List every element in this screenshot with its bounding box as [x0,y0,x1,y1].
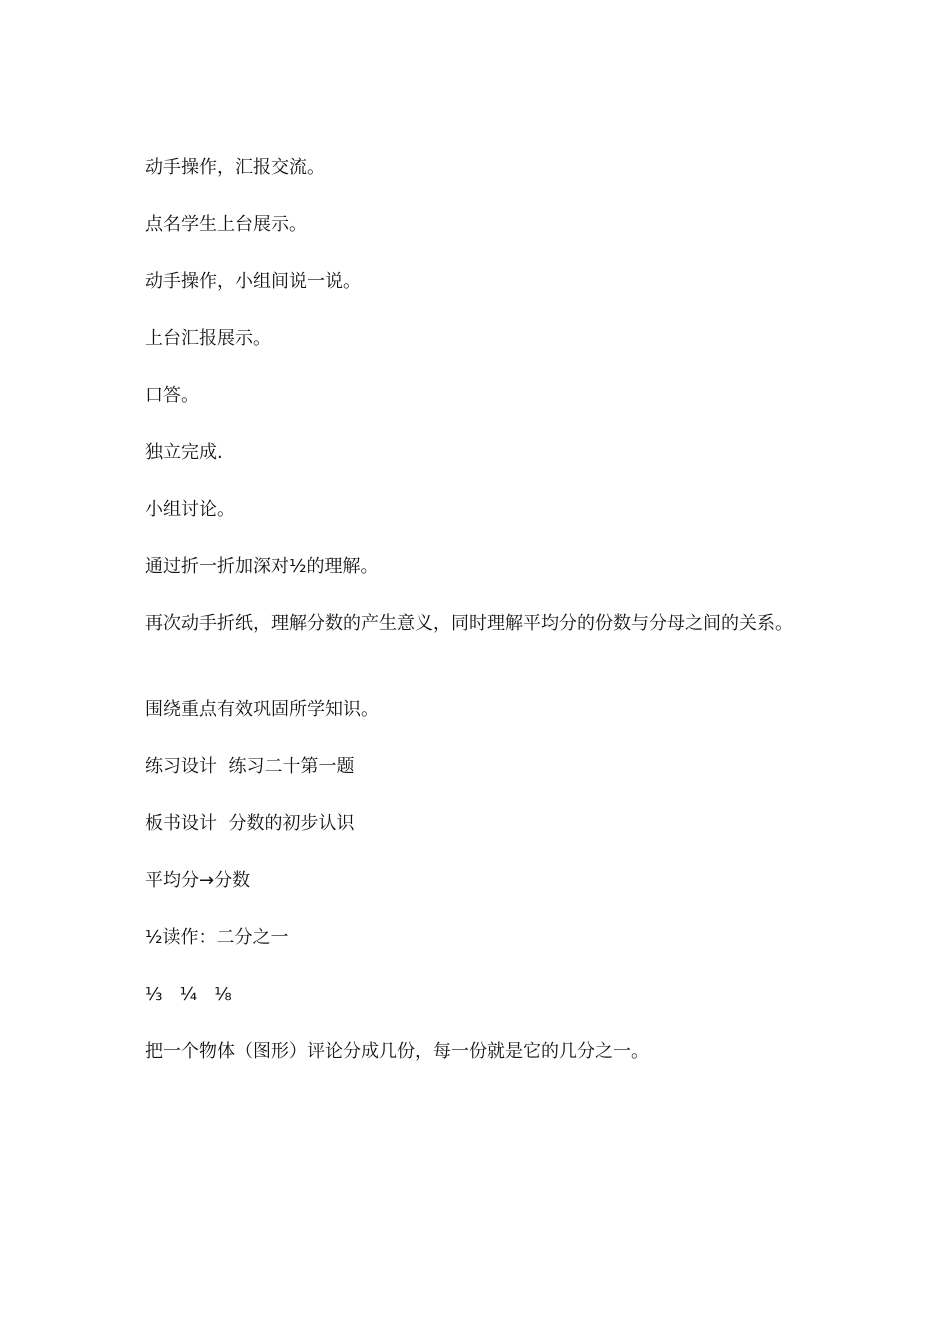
paragraph-13: 平均分→分数 [145,870,251,891]
paragraph-9: 再次动手折纸，理解分数的产生意义，同时理解平均分的份数与分母之间的关系。 [145,613,793,634]
paragraph-7: 小组讨论。 [145,499,235,520]
paragraph-15: ⅓ ¼ ⅛ [145,984,232,1005]
paragraph-2: 点名学生上台展示。 [145,214,307,235]
paragraph-10: 围绕重点有效巩固所学知识。 [145,699,379,720]
paragraph-16: 把一个物体（图形）评论分成几份，每一份就是它的几分之一。 [145,1041,649,1062]
paragraph-11: 练习设计 练习二十第一题 [145,756,355,777]
paragraph-8: 通过折一折加深对½的理解。 [145,556,379,577]
paragraph-14: ½读作：二分之一 [145,927,289,948]
paragraph-3: 动手操作，小组间说一说。 [145,271,361,292]
paragraph-6: 独立完成. [145,442,223,463]
paragraph-5: 口答。 [145,385,199,406]
paragraph-1: 动手操作，汇报交流。 [145,157,325,178]
paragraph-12: 板书设计 分数的初步认识 [145,813,355,834]
paragraph-4: 上台汇报展示。 [145,328,271,349]
